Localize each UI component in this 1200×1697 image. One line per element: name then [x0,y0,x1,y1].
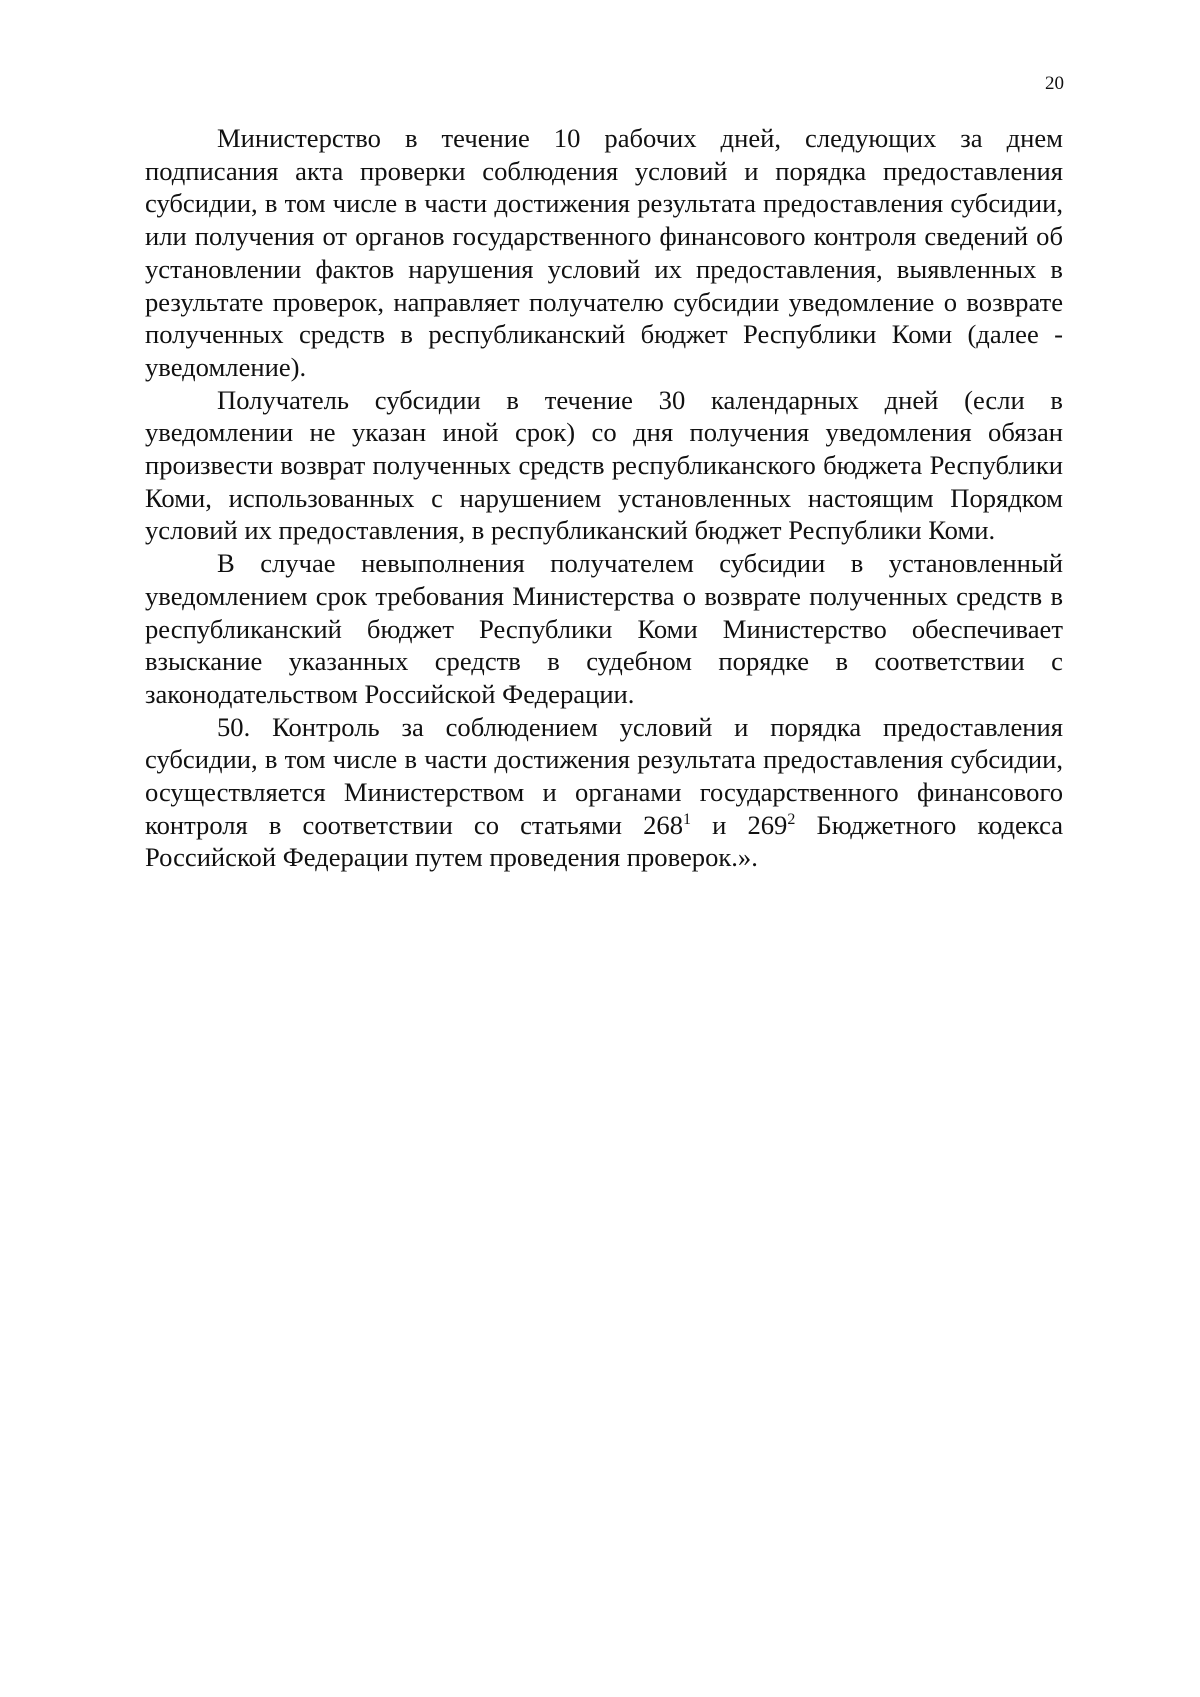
paragraph-control-clause [145,711,1063,875]
page-number: 20 [1045,73,1064,94]
paragraph-court-recovery: В случае невыполнения получателем субсидии в установленный уведомлением срок требования Министерства о возврате полученных средств в республиканский бюджет Республики Коми Министерство обеспечивает взыскание указанных средств в судебном порядке в соответствии с законодательством Российской Федерации. [145,548,1063,709]
superscript-268: 1 [683,810,692,828]
paragraph-recipient-refund: Получатель субсидии в течение 30 календарных дней (если в уведомлении не указан иной срок) со дня получения уведомления обязан произвести возврат полученных средств республиканского бюджета Республики Коми, использованных с нарушением установленных настоящим Порядком условий их предоставления, в республиканский бюджет Республики Коми. [145,384,1063,546]
document-body [145,122,1063,874]
clause-text-part2: и 269 [691,809,788,840]
superscript-269: 2 [787,810,796,828]
clause-text-part1: 50. Контроль за соблюдением условий и порядка предоставления субсидии, в том числе в части достижения результата предоставления субсидии, осуществляется Министерством и органами государственного финансового контроля в соответствии со статьями 268 [145,711,1063,840]
clause-text-part3: Бюджетного кодекса Российской Федерации путем проведения проверок.». [145,809,1064,873]
paragraph-ministry-notice: Министерство в течение 10 рабочих дней, следующих за днем подписания акта проверки соблюдения условий и порядка предоставления субсидии, в том числе в части достижения результата предоставления субсидии, или получения от органов государственного финансового контроля сведений об установлении фактов нарушения условий их предоставления, выявленных в результате проверок, направляет получателю субсидии уведомление о возврате полученных средств в республиканский бюджет Республики Коми (далее - уведомление). [145,123,1063,382]
